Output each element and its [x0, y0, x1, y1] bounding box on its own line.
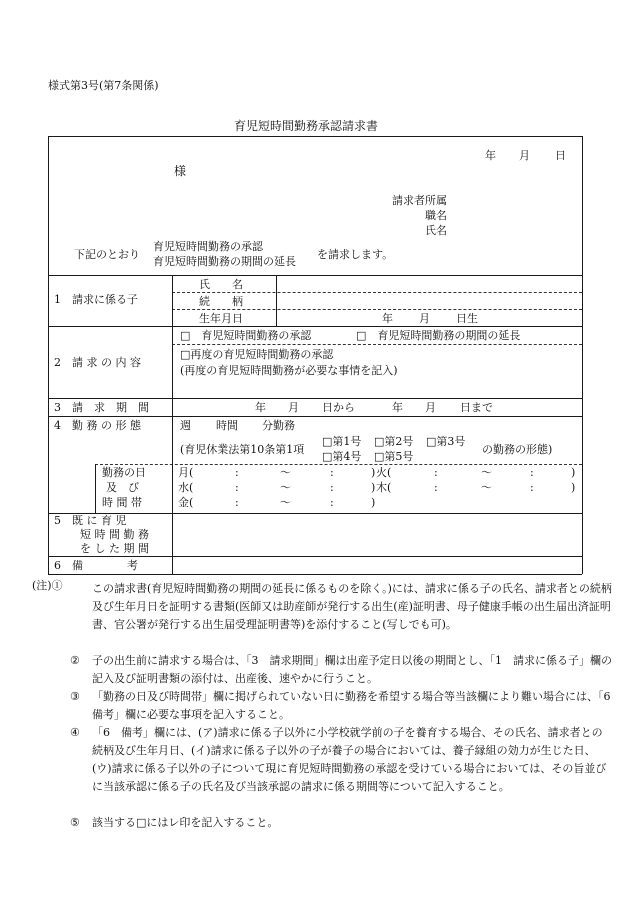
- period-to-month: 月: [425, 401, 436, 414]
- law-item-5-checkbox[interactable]: □第5号: [374, 450, 414, 463]
- note-3-text: 「勤務の日及び時間帯」欄に掲げられていない日に勤務を希望する場合等当該欄により難い場合には、「6 備考」欄に必要な事項を記入すること。: [92, 690, 622, 721]
- thu-tilde: 〜: [481, 481, 492, 494]
- wed-tilde: 〜: [280, 481, 291, 494]
- requester-affiliation: 請求者所属: [392, 194, 447, 207]
- row-line-3-top: [48, 398, 582, 399]
- request-approval-checkbox[interactable]: □ 育児短時間勤務の承認: [180, 329, 312, 342]
- row-line-6-top: [48, 556, 582, 557]
- fri-tilde: 〜: [280, 496, 291, 509]
- date-month: 月: [519, 149, 530, 162]
- law-item-4-checkbox[interactable]: □第4号: [322, 450, 362, 463]
- form-title: 育児短時間勤務承認請求書: [234, 119, 379, 133]
- tue-tilde: 〜: [481, 466, 492, 479]
- frame-right: [582, 136, 583, 574]
- weekly-label: 週: [180, 419, 191, 432]
- work-days-label-3: 時 間 帯: [102, 496, 142, 509]
- tue-close: ): [571, 466, 576, 479]
- section5-label-1: 5 既 に 育 児: [54, 514, 127, 527]
- work-days-label-1: 勤務の日: [102, 466, 146, 479]
- day-tuesday: 火(: [376, 466, 392, 479]
- mon-start-colon: :: [235, 466, 239, 479]
- date-year: 年: [485, 149, 496, 162]
- request-again-note: (再度の育児短時間勤務が必要な事情を記入): [180, 364, 398, 377]
- period-to-day: 日まで: [460, 401, 493, 414]
- law-reference: (育児休業法第10条第1項: [180, 443, 305, 456]
- law-item-3-checkbox[interactable]: □第3号: [426, 435, 466, 448]
- mon-tilde: 〜: [280, 466, 291, 479]
- thu-end-colon: :: [530, 481, 534, 494]
- row-line-2-top: [48, 326, 582, 327]
- wed-end-colon: :: [330, 481, 334, 494]
- note-2-marker: ②: [70, 654, 80, 667]
- period-from-month: 月: [288, 401, 299, 414]
- note-5-marker: ⑤: [70, 816, 80, 829]
- day-wednesday: 水(: [178, 481, 194, 494]
- period-from-year: 年: [255, 401, 266, 414]
- birth-year: 年: [382, 312, 393, 325]
- child-relation-label: 続 柄: [199, 295, 243, 308]
- subrow-divider: [95, 464, 96, 513]
- work-days-label-2: 及 び: [106, 481, 139, 494]
- tue-end-colon: :: [530, 466, 534, 479]
- birth-month: 月: [419, 312, 430, 325]
- period-from-day: 日から: [322, 401, 355, 414]
- note-1-text: この請求書(育児短時間勤務の期間の延長に係るものを除く。)には、請求に係る子の氏名、請求者との続柄及び生年月日を証明する書類(医師又は助産師が発行する出生(産)証明書、母子健康手帳の出生届出済証明書、官公署が発行する出生届受理証明書等)を添付すること(写しでも可)。: [92, 582, 612, 631]
- fri-end-colon: :: [330, 496, 334, 509]
- requester-position: 職名: [425, 209, 447, 222]
- note-5: [52, 814, 612, 832]
- note-4-marker: ④: [70, 726, 80, 739]
- wed-close: ): [371, 481, 376, 494]
- request-suffix: を請求します。: [317, 248, 394, 261]
- thu-start-colon: :: [434, 481, 438, 494]
- row-line-1a: [172, 292, 582, 293]
- row-line-2a: [172, 344, 582, 345]
- note-4-text: 「6 備考」欄には、(ア)請求に係る子以外に小学校就学前の子を養育する場合、その氏名、請求者との続柄及び生年月日、(イ)請求に係る子以外の子が養子の場合においては、養子縁組の効力が生じた日、(ウ)請求に係る子以外の子について現に育児短時間勤務の承認を受けている場合においては、その旨並びに当該承認に係る子の氏名及び当該承認の請求に係る期間等について記入すること。: [92, 726, 607, 793]
- thu-close: ): [571, 481, 576, 494]
- period-to-year: 年: [392, 401, 403, 414]
- row-line-4-top: [48, 416, 582, 417]
- child-name-label: 氏 名: [199, 278, 243, 291]
- request-option-approval: 育児短時間勤務の承認: [153, 240, 263, 253]
- request-extension-checkbox[interactable]: □ 育児短時間勤務の期間の延長: [356, 329, 521, 342]
- row-line-1-top: [48, 275, 582, 276]
- note-2: [52, 652, 612, 688]
- law-item-1-checkbox[interactable]: □第1号: [322, 435, 362, 448]
- section5-label-3: を し た 期 間: [80, 542, 149, 555]
- section3-label: 3 請 求 期 間: [54, 401, 149, 414]
- frame-bottom: [48, 574, 582, 575]
- mon-end-colon: :: [330, 466, 334, 479]
- fri-close: ): [371, 496, 376, 509]
- row-line-1b: [172, 309, 582, 310]
- day-friday: 金(: [178, 496, 194, 509]
- note-4: [52, 724, 612, 796]
- fri-start-colon: :: [235, 496, 239, 509]
- tue-start-colon: :: [434, 466, 438, 479]
- section5-label-2: 短 時 間 勤 務: [80, 528, 149, 541]
- addressee-suffix: 様: [174, 164, 187, 178]
- date-day: 日: [555, 149, 566, 162]
- frame-left: [48, 136, 49, 574]
- mon-close: ): [371, 466, 376, 479]
- section2-label: 2 請 求 の 内 容: [54, 356, 141, 369]
- note-1: [52, 580, 612, 634]
- child-info-divider: [276, 275, 277, 326]
- law-item-2-checkbox[interactable]: □第2号: [374, 435, 414, 448]
- day-thursday: 木(: [376, 481, 392, 494]
- weekly-hours: 時間: [216, 419, 238, 432]
- child-birthdate-label: 生年月日: [199, 312, 243, 325]
- request-option-extension: 育児短時間勤務の期間の延長: [153, 255, 296, 268]
- wed-start-colon: :: [235, 481, 239, 494]
- section1-label: 1 請求に係る子: [54, 293, 138, 306]
- notes-head: (注)①: [32, 579, 63, 592]
- note-3: [52, 688, 622, 724]
- request-prefix: 下記のとおり: [74, 248, 140, 261]
- row-line-5-top: [48, 513, 582, 514]
- note-3-marker: ③: [70, 690, 80, 703]
- form-number: 様式第3号(第7条関係): [48, 79, 159, 92]
- weekly-minutes: 分勤務: [262, 419, 295, 432]
- section6-label: 6 備 考: [54, 559, 138, 572]
- frame-top: [48, 136, 582, 137]
- note-2-text: 子の出生前に請求する場合は、「3 請求期間」欄は出産予定日以後の期間とし、「1 請求に係る子」欄の記入及び証明書類の添付は、出産後、速やかに行うこと。: [92, 654, 612, 685]
- section4-label: 4 勤 務 の 形 態: [54, 419, 141, 432]
- work-form-suffix: の勤務の形態): [482, 443, 553, 456]
- requester-name: 氏名: [425, 224, 447, 237]
- request-again-checkbox[interactable]: □再度の育児短時間勤務の承認: [180, 348, 334, 361]
- row-line-4a: [95, 464, 582, 465]
- day-monday: 月(: [178, 466, 194, 479]
- column-divider: [172, 275, 173, 574]
- birth-day: 日生: [456, 312, 478, 325]
- note-5-text: 該当する□にはレ印を記入すること。: [92, 816, 279, 829]
